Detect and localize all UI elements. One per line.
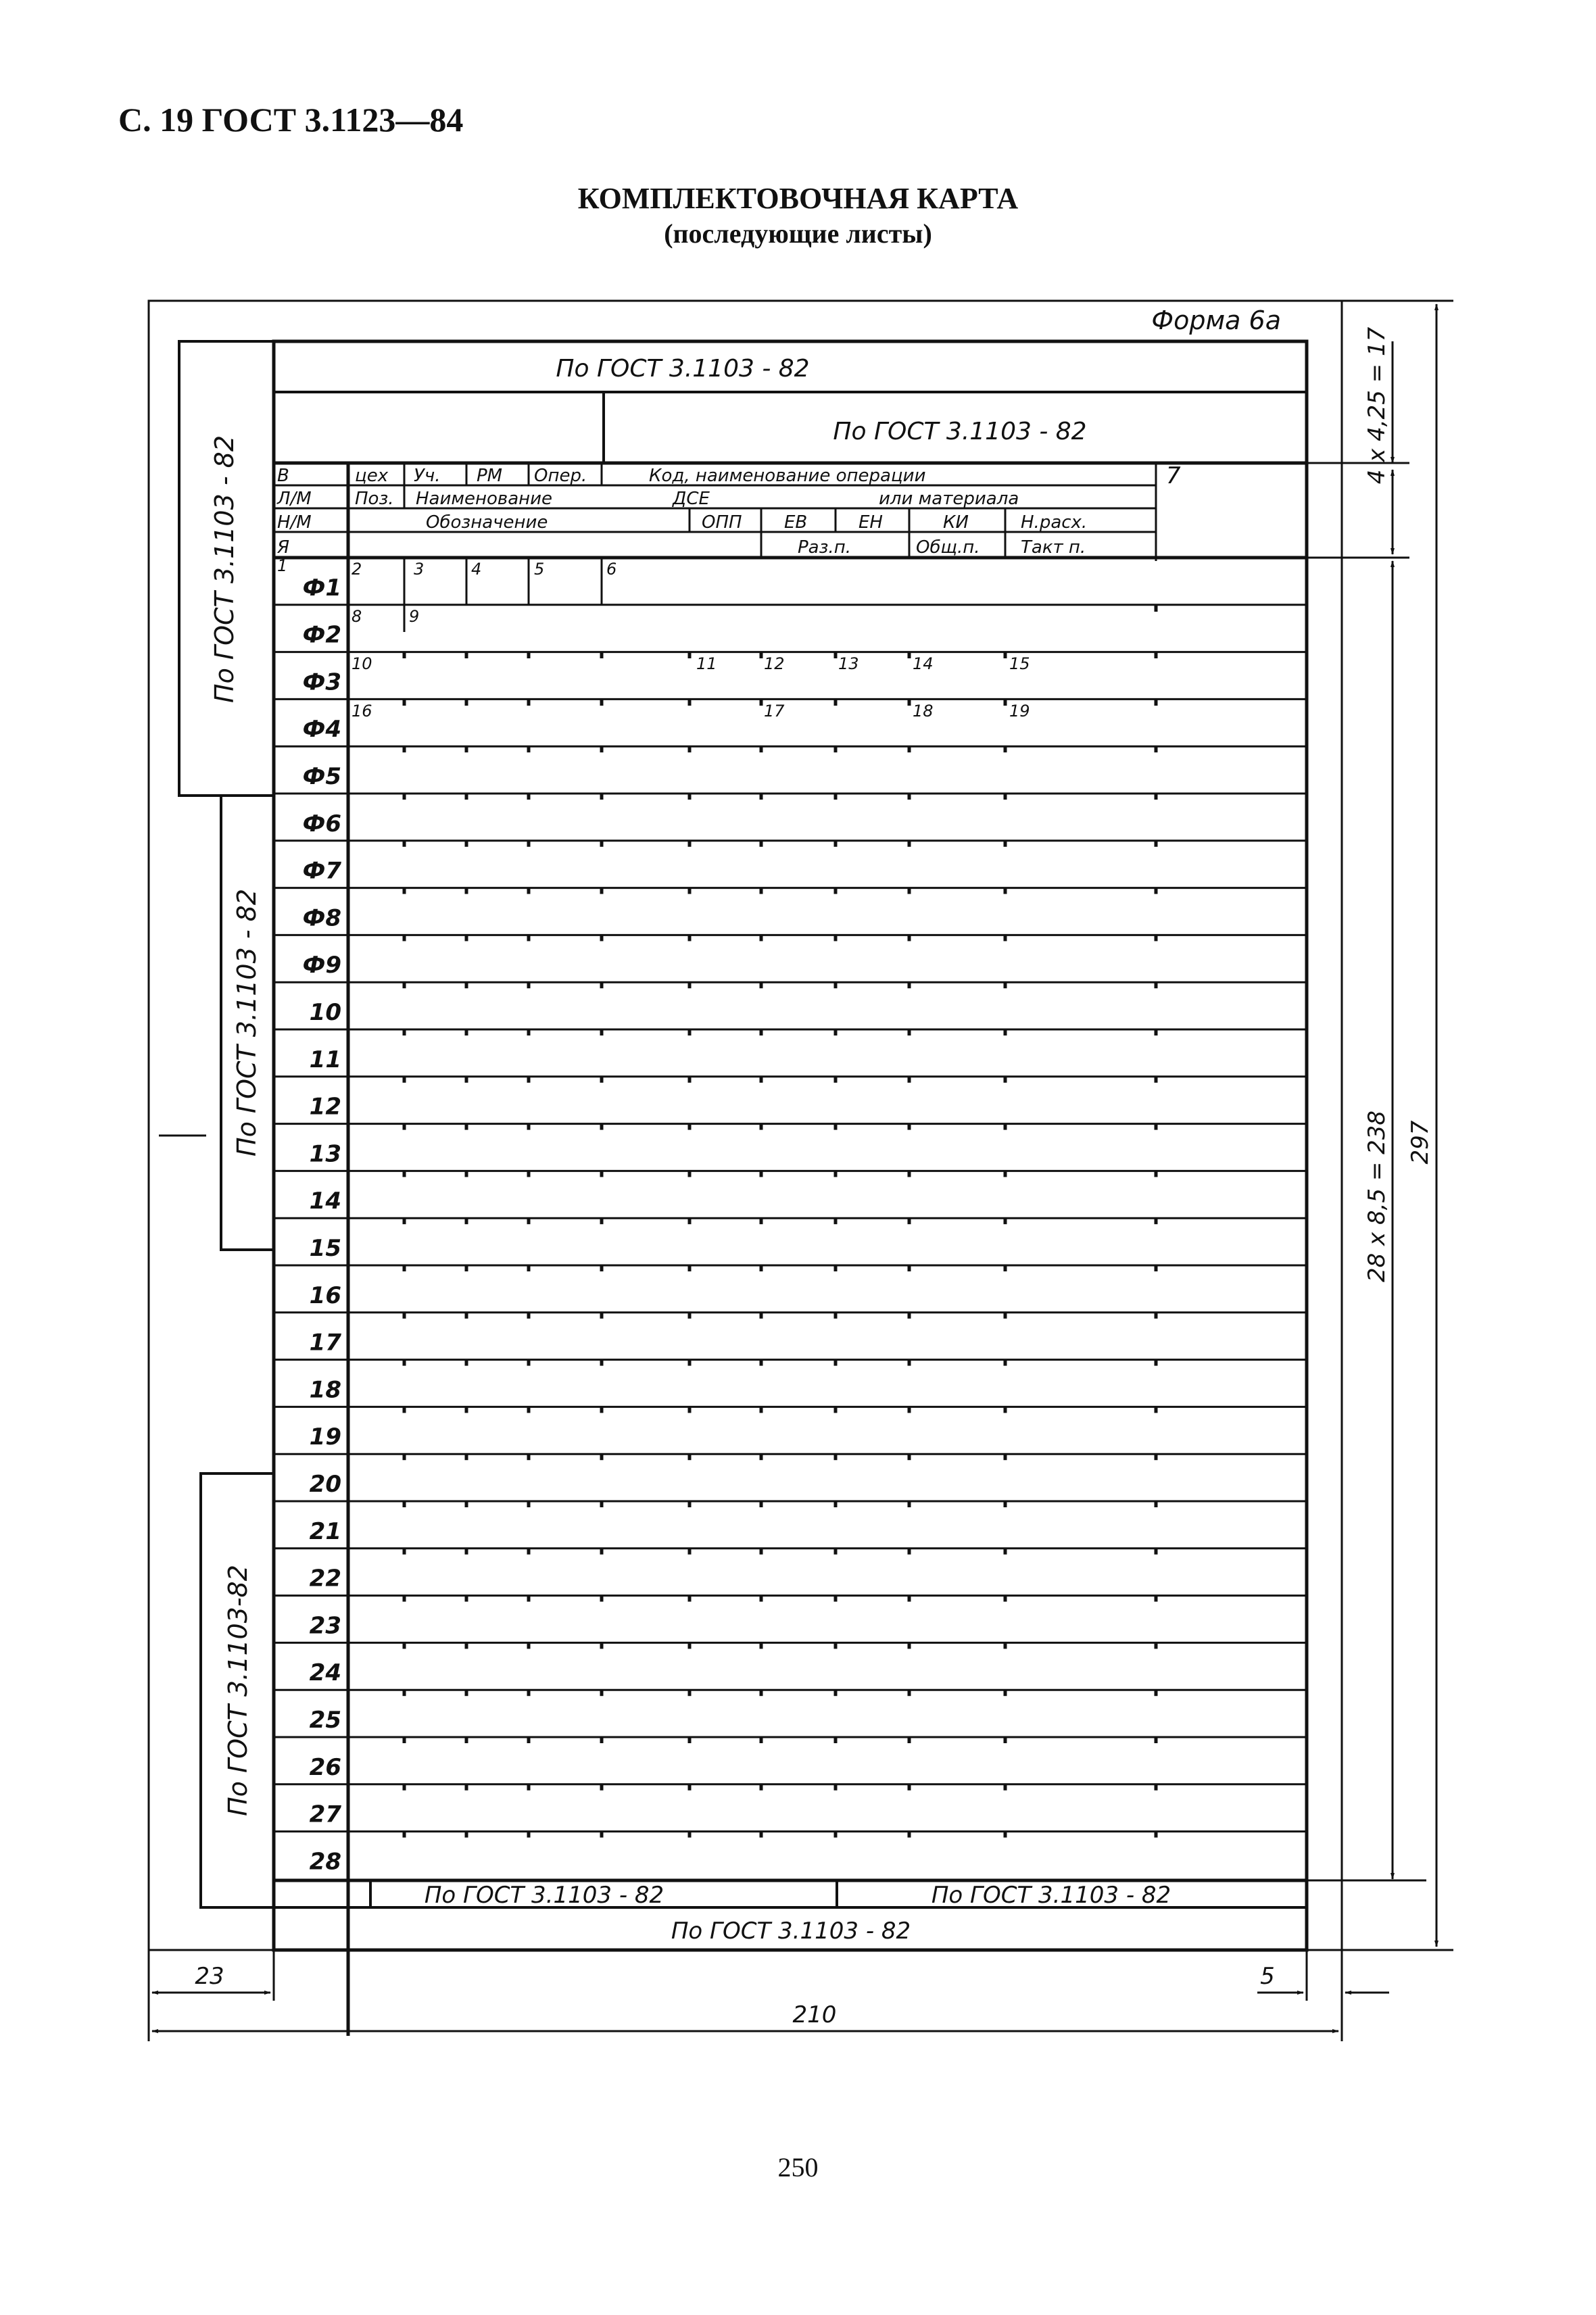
dimension-rows-height: 28 x 8,5 = 238: [1363, 1110, 1391, 1283]
field-number: 2: [352, 560, 362, 579]
field-number: 11: [696, 654, 717, 673]
top-stamp: [274, 355, 1307, 463]
sheet-frame: [149, 301, 1342, 1950]
header-cell: Такт п.: [1021, 537, 1086, 558]
row-label: 12: [309, 1093, 341, 1121]
row-label: Ф2: [302, 621, 341, 649]
row-label: Ф4: [302, 716, 341, 744]
form-frame: [274, 341, 1307, 1950]
dimension-header-height: 4 x 4,25 = 17: [1363, 326, 1391, 485]
row-label: 21: [309, 1517, 341, 1545]
document-subtitle: (последующие листы): [664, 218, 932, 249]
rows-grid: [274, 556, 1307, 1875]
field-number: 6: [606, 560, 617, 579]
field-number: 19: [1009, 702, 1030, 721]
field-number: 14: [913, 654, 934, 673]
header-cell-7: 7: [1166, 462, 1181, 489]
header-cell: РМ: [477, 466, 503, 486]
field-number: 13: [838, 654, 859, 673]
dimension-width: 210: [792, 2001, 837, 2028]
header-cell: ДСЕ: [673, 489, 710, 509]
dimension-height: 297: [1407, 1120, 1434, 1165]
row-label: 14: [309, 1188, 341, 1215]
right-dimensions: [1307, 301, 1453, 1950]
row-label: 11: [309, 1046, 341, 1073]
row-label: Ф6: [302, 810, 341, 837]
field-number: 9: [409, 607, 420, 626]
row-label: Ф3: [302, 668, 341, 696]
top-stamp-ref: По ГОСТ 3.1103 - 82: [556, 355, 810, 383]
header-code: Я: [277, 537, 290, 558]
header-cell: Общ.п.: [916, 537, 980, 558]
field-number: 18: [913, 702, 934, 721]
row-label: 18: [309, 1376, 341, 1404]
header-cell: цех: [355, 466, 389, 486]
header-cell: Наименование: [416, 489, 553, 509]
field-number: 3: [414, 560, 425, 579]
field-number: 5: [534, 560, 545, 579]
row-label: 28: [309, 1848, 341, 1876]
header-cell: или материала: [879, 489, 1019, 509]
row-label: 27: [309, 1801, 341, 1828]
row-label: 25: [309, 1707, 341, 1734]
header-cell: ОПП: [702, 512, 742, 533]
row-label: Ф1: [302, 574, 341, 602]
bottom-stamp-ref-right: По ГОСТ 3.1103 - 82: [931, 1882, 1171, 1909]
row-label: Ф5: [302, 763, 341, 790]
row-label: 13: [309, 1140, 341, 1168]
header-cell: ЕН: [859, 512, 883, 533]
header-code: Н/М: [277, 512, 312, 533]
field-number: 1: [277, 556, 288, 575]
bottom-stamp-ref-left: По ГОСТ 3.1103 - 82: [424, 1882, 664, 1909]
row-label: 19: [309, 1423, 341, 1451]
row-label: 16: [309, 1282, 341, 1309]
row-label: Ф8: [302, 904, 341, 932]
bottom-dimensions: [149, 1950, 1389, 2041]
header-cell: Код, наименование операции: [649, 466, 926, 486]
header-cell: Обозначение: [426, 512, 548, 533]
row-label: 17: [309, 1329, 341, 1357]
header-cell: Раз.п.: [798, 537, 851, 558]
left-stamp-bottom-ref: По ГОСТ 3.1103-82: [223, 1565, 253, 1816]
header-cell: Уч.: [414, 466, 441, 486]
row-label: 15: [309, 1235, 341, 1262]
header-cell: Поз.: [355, 489, 394, 509]
header-cell: КИ: [943, 512, 969, 533]
document-title: КОМПЛЕКТОВОЧНАЯ КАРТА: [577, 182, 1019, 215]
header-cell: ЕВ: [784, 512, 808, 533]
row-label: Ф7: [302, 857, 341, 885]
field-number: 8: [352, 607, 362, 626]
header-code: Л/М: [277, 489, 312, 509]
dimension-right-margin: 5: [1260, 1963, 1275, 1990]
field-number: 4: [471, 560, 482, 579]
form-label: Форма 6а: [1151, 306, 1281, 335]
header-code: В: [277, 466, 289, 486]
left-stamps: [159, 341, 274, 1907]
field-number: 16: [352, 702, 372, 721]
row-label: 20: [309, 1471, 341, 1498]
field-number: 10: [352, 654, 372, 673]
left-stamp-middle-ref: По ГОСТ 3.1103 - 82: [232, 889, 262, 1156]
header-cell: Опер.: [534, 466, 587, 486]
bottom-stamp-ref-main: По ГОСТ 3.1103 - 82: [671, 1918, 911, 1945]
left-stamp-top-ref: По ГОСТ 3.1103 - 82: [210, 435, 239, 703]
field-number: 12: [764, 654, 785, 673]
bottom-stamp: [274, 1880, 1307, 1945]
field-number: 15: [1009, 654, 1030, 673]
field-number: 17: [764, 702, 785, 721]
dimension-left-margin: 23: [195, 1963, 224, 1990]
header-cell: Н.расх.: [1021, 512, 1088, 533]
top-stamp-ref-right: По ГОСТ 3.1103 - 82: [833, 418, 1087, 445]
page-number: 250: [777, 2152, 819, 2183]
row-label: Ф9: [302, 952, 341, 979]
row-label: 10: [309, 999, 341, 1026]
row-label: 23: [309, 1612, 341, 1640]
page-header: С. 19 ГОСТ 3.1123—84: [118, 101, 464, 139]
row-label: 26: [309, 1753, 341, 1781]
row-label: 22: [309, 1565, 341, 1592]
row-label: 24: [309, 1659, 341, 1687]
